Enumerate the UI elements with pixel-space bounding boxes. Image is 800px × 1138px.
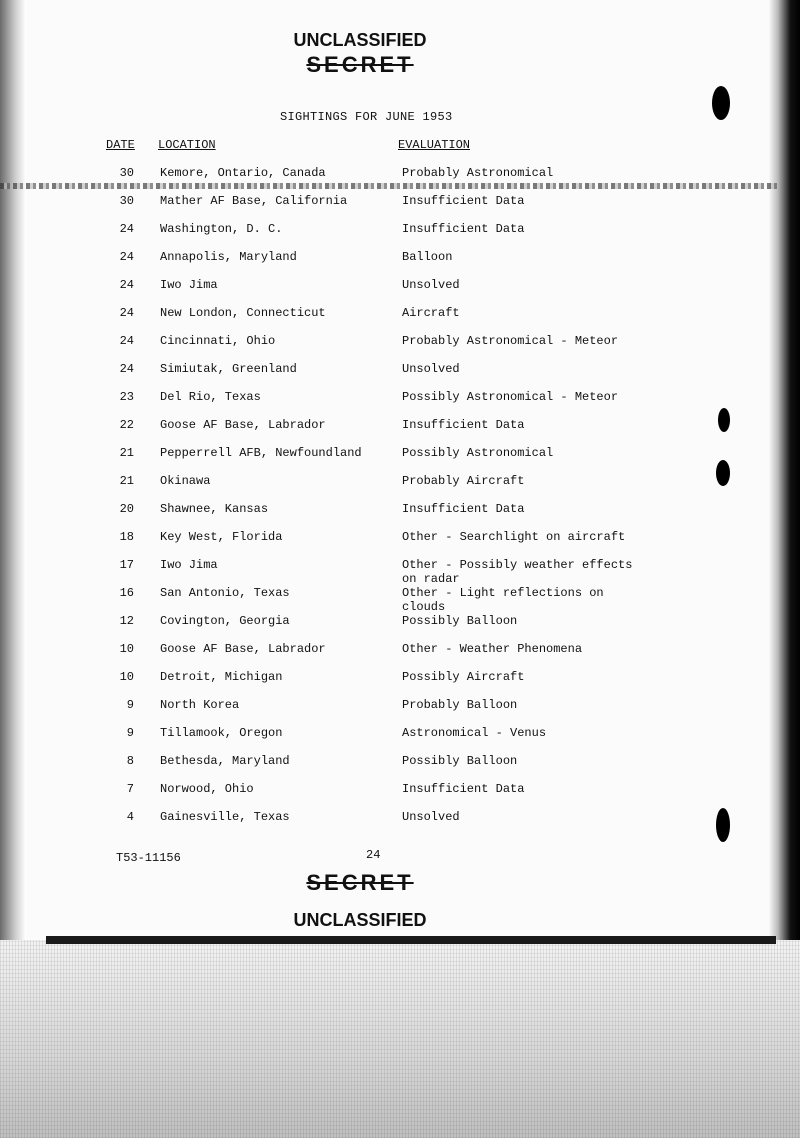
row-evaluation: Unsolved bbox=[402, 278, 460, 292]
row-location: Annapolis, Maryland bbox=[160, 250, 297, 264]
row-evaluation: Possibly Balloon bbox=[402, 614, 518, 628]
table-row bbox=[0, 446, 720, 474]
row-date: 18 bbox=[119, 530, 134, 544]
table-row bbox=[0, 558, 720, 586]
table-row bbox=[0, 586, 720, 614]
row-date: 10 bbox=[119, 670, 134, 684]
row-evaluation: Possibly Astronomical - Meteor bbox=[402, 390, 619, 404]
row-date: 24 bbox=[119, 362, 134, 376]
table-row bbox=[0, 530, 720, 558]
row-evaluation: Probably Aircraft bbox=[402, 474, 525, 488]
row-date: 20 bbox=[119, 502, 134, 516]
row-evaluation: Other - Weather Phenomena bbox=[402, 642, 583, 656]
table-row bbox=[0, 362, 720, 390]
row-evaluation: Other - Possibly weather effects on radar bbox=[402, 558, 633, 586]
row-date: 10 bbox=[119, 642, 134, 656]
row-date: 22 bbox=[119, 418, 134, 432]
row-date: 24 bbox=[119, 222, 134, 236]
table-row bbox=[0, 306, 720, 334]
row-evaluation: Insufficient Data bbox=[402, 502, 525, 516]
table-row bbox=[0, 194, 720, 222]
row-date: 17 bbox=[119, 558, 134, 572]
table-row bbox=[0, 754, 720, 782]
document-id: T53-11156 bbox=[116, 851, 181, 865]
row-location: Cincinnati, Ohio bbox=[160, 334, 276, 348]
column-header-location: LOCATION bbox=[158, 138, 216, 152]
row-date: 7 bbox=[126, 782, 134, 796]
row-evaluation: Astronomical - Venus bbox=[402, 726, 547, 740]
row-date: 4 bbox=[126, 810, 134, 824]
row-evaluation: Possibly Balloon bbox=[402, 754, 518, 768]
table-row bbox=[0, 810, 720, 838]
secret-stamp-bottom bbox=[0, 870, 720, 896]
row-evaluation: Probably Astronomical bbox=[402, 166, 554, 180]
punch-hole-mark bbox=[712, 86, 730, 120]
row-evaluation: Other - Light reflections on clouds bbox=[402, 586, 604, 614]
row-location: Goose AF Base, Labrador bbox=[160, 418, 326, 432]
row-evaluation: Other - Searchlight on aircraft bbox=[402, 530, 626, 544]
row-evaluation: Aircraft bbox=[402, 306, 460, 320]
row-location: Norwood, Ohio bbox=[160, 782, 254, 796]
row-location: Tillamook, Oregon bbox=[160, 726, 283, 740]
row-location: Washington, D. C. bbox=[160, 222, 283, 236]
table-row bbox=[0, 726, 720, 754]
classification-bottom: UNCLASSIFIED bbox=[293, 910, 427, 930]
row-location: Bethesda, Maryland bbox=[160, 754, 290, 768]
row-date: 30 bbox=[119, 194, 134, 208]
row-date: 9 bbox=[126, 726, 134, 740]
table-row bbox=[0, 222, 720, 250]
row-evaluation: Balloon bbox=[402, 250, 453, 264]
row-date: 21 bbox=[119, 446, 134, 460]
row-location: Pepperrell AFB, Newfoundland bbox=[160, 446, 362, 460]
row-evaluation: Insufficient Data bbox=[402, 782, 525, 796]
scan-bottom-edge bbox=[46, 936, 776, 944]
table-row bbox=[0, 614, 720, 642]
row-date: 24 bbox=[119, 306, 134, 320]
row-evaluation: Insufficient Data bbox=[402, 222, 525, 236]
row-location: Okinawa bbox=[160, 474, 211, 488]
row-location: Mather AF Base, California bbox=[160, 194, 348, 208]
row-location: Covington, Georgia bbox=[160, 614, 290, 628]
row-evaluation: Insufficient Data bbox=[402, 194, 525, 208]
row-evaluation: Insufficient Data bbox=[402, 418, 525, 432]
row-date: 8 bbox=[126, 754, 134, 768]
row-date: 24 bbox=[119, 334, 134, 348]
table-row bbox=[0, 474, 720, 502]
row-location: Detroit, Michigan bbox=[160, 670, 283, 684]
row-location: New London, Connecticut bbox=[160, 306, 326, 320]
secret-stamp-top bbox=[0, 52, 720, 78]
classification-top: UNCLASSIFIED bbox=[293, 30, 427, 50]
row-location: Simiutak, Greenland bbox=[160, 362, 297, 376]
column-header-date: DATE bbox=[106, 138, 135, 152]
row-evaluation: Possibly Aircraft bbox=[402, 670, 525, 684]
table-row bbox=[0, 334, 720, 362]
page-title: SIGHTINGS FOR JUNE 1953 bbox=[280, 110, 453, 124]
row-date: 24 bbox=[119, 250, 134, 264]
row-date: 12 bbox=[119, 614, 134, 628]
row-location: San Antonio, Texas bbox=[160, 586, 290, 600]
row-location: North Korea bbox=[160, 698, 240, 712]
table-row bbox=[0, 418, 720, 446]
table-row bbox=[0, 698, 720, 726]
row-location: Del Rio, Texas bbox=[160, 390, 261, 404]
row-evaluation: Probably Balloon bbox=[402, 698, 518, 712]
row-location: Iwo Jima bbox=[160, 278, 218, 292]
row-date: 16 bbox=[119, 586, 134, 600]
table-row bbox=[0, 502, 720, 530]
row-location: Kemore, Ontario, Canada bbox=[160, 166, 326, 180]
row-evaluation: Unsolved bbox=[402, 362, 460, 376]
row-location: Gainesville, Texas bbox=[160, 810, 290, 824]
row-location: Goose AF Base, Labrador bbox=[160, 642, 326, 656]
row-date: 30 bbox=[119, 166, 134, 180]
table-row bbox=[0, 390, 720, 418]
table-row bbox=[0, 642, 720, 670]
scan-noise-area bbox=[0, 940, 800, 1138]
row-location: Shawnee, Kansas bbox=[160, 502, 269, 516]
table-row bbox=[0, 670, 720, 698]
page-number: 24 bbox=[366, 848, 381, 862]
table-row bbox=[0, 278, 720, 306]
row-evaluation: Unsolved bbox=[402, 810, 460, 824]
row-location: Key West, Florida bbox=[160, 530, 283, 544]
row-date: 21 bbox=[119, 474, 134, 488]
row-evaluation: Possibly Astronomical bbox=[402, 446, 554, 460]
table-row bbox=[0, 166, 720, 194]
row-date: 23 bbox=[119, 390, 134, 404]
column-header-evaluation: EVALUATION bbox=[398, 138, 471, 152]
secret-stamp-bottom-text: SECRET bbox=[306, 870, 414, 895]
row-location: Iwo Jima bbox=[160, 558, 218, 572]
secret-stamp-top-text: SECRET bbox=[306, 52, 414, 77]
table-row bbox=[0, 782, 720, 810]
row-date: 24 bbox=[119, 278, 134, 292]
row-evaluation: Probably Astronomical - Meteor bbox=[402, 334, 619, 348]
table-row bbox=[0, 250, 720, 278]
row-date: 9 bbox=[126, 698, 134, 712]
